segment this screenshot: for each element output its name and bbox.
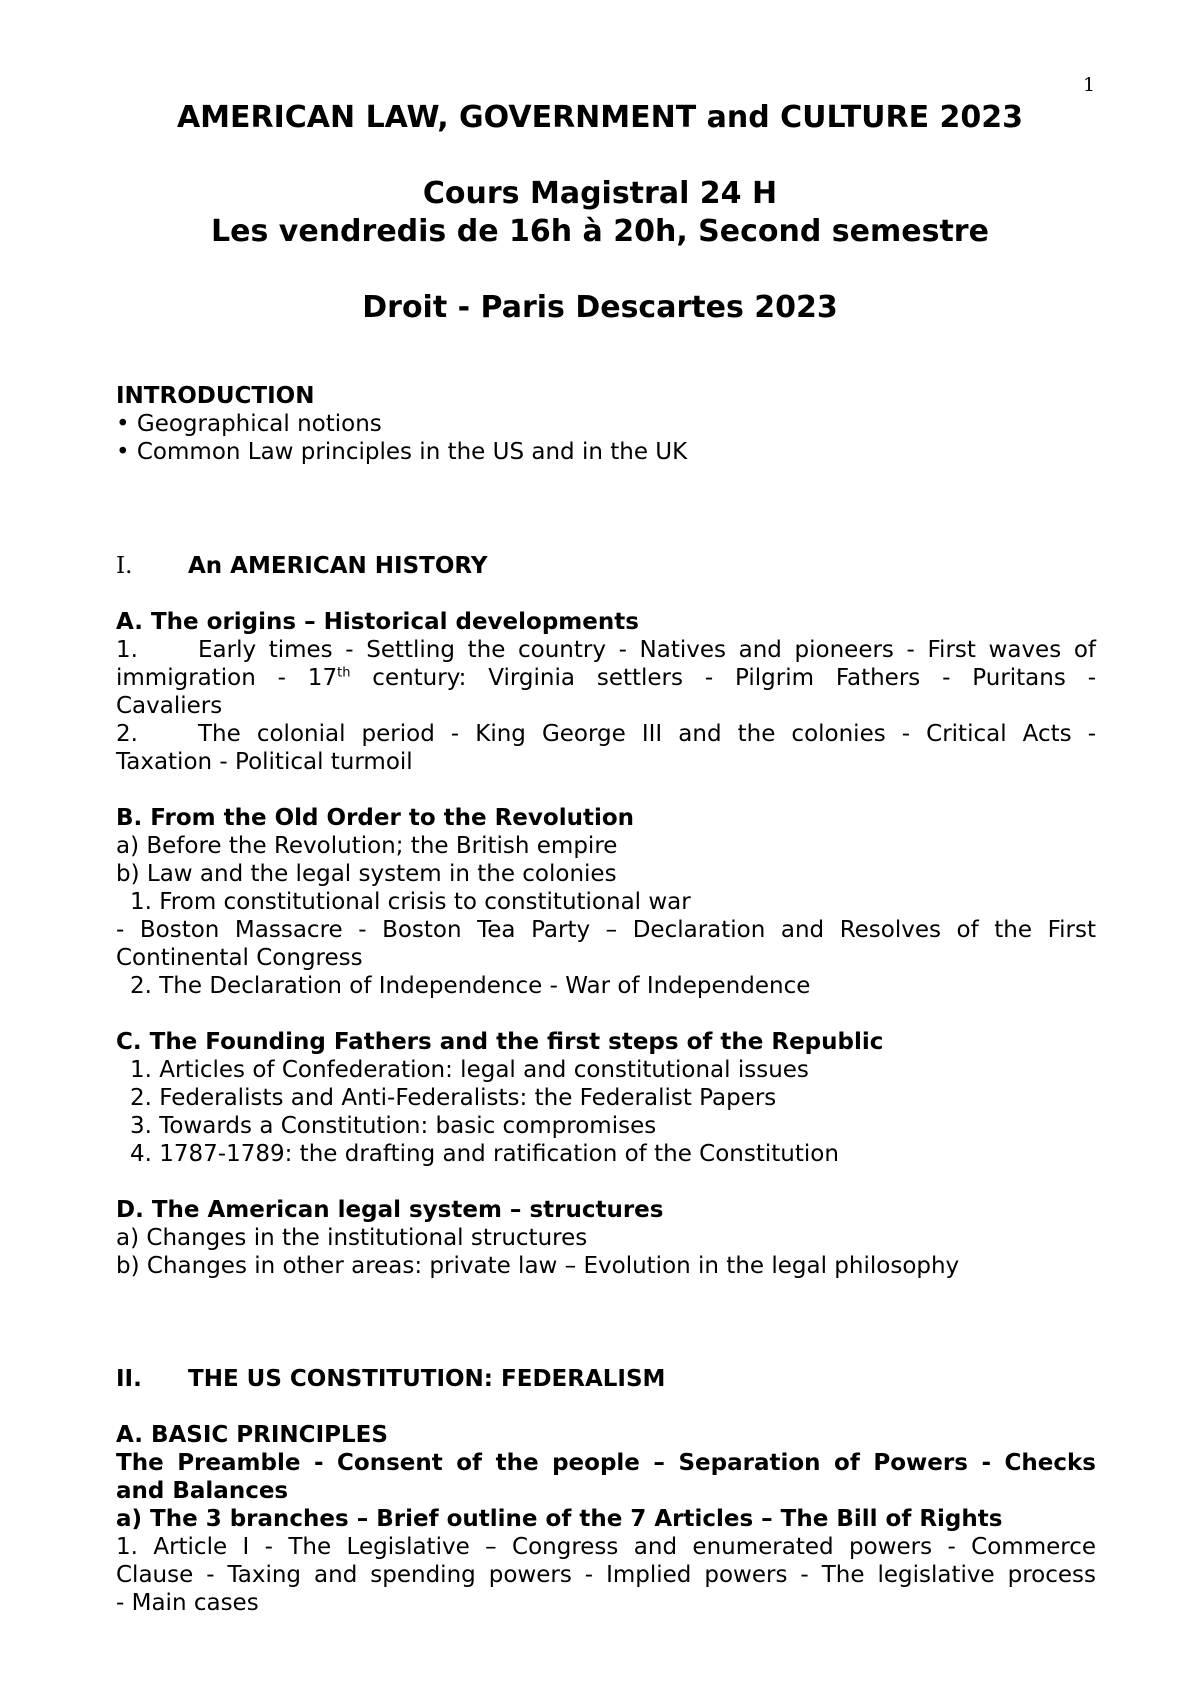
sub-heading: a) The 3 branches – Brief outline of the 7 Articles – The Bill of Rights bbox=[116, 1506, 1003, 1532]
sub-item-detail: Continental Congress bbox=[116, 945, 363, 971]
item-text: The colonial period - King George III and the colonies - Critical Acts - bbox=[198, 721, 1096, 747]
item-text: century: Virginia settlers - Pilgrim Fathers - Puritans - bbox=[350, 665, 1096, 691]
list-item: 4. 1787-1789: the drafting and ratification of the Constitution bbox=[130, 1141, 839, 1167]
sub-heading: The Preamble - Consent of the people – Separation of Powers - Checks bbox=[116, 1450, 1096, 1476]
sub-item-detail: - Boston Massacre - Boston Tea Party – Declaration and Resolves of the First bbox=[116, 917, 1096, 943]
section-heading: C. The Founding Fathers and the first steps of the Republic bbox=[116, 1029, 884, 1055]
list-item: a) Changes in the institutional structures bbox=[116, 1225, 588, 1251]
superscript: th bbox=[337, 665, 351, 681]
section-heading: A. The origins – Historical developments bbox=[116, 609, 639, 635]
list-item bbox=[116, 720, 1096, 748]
list-item: 3. Towards a Constitution: basic compromises bbox=[130, 1113, 657, 1139]
list-item: a) Before the Revolution; the British empire bbox=[116, 833, 618, 859]
list-item: b) Changes in other areas: private law – Evolution in the legal philosophy bbox=[116, 1253, 960, 1279]
faculty-line: Droit - Paris Descartes 2023 bbox=[362, 290, 838, 325]
document-title: AMERICAN LAW, GOVERNMENT and CULTURE 2023 bbox=[176, 100, 1024, 135]
section-heading: D. The American legal system – structures bbox=[116, 1197, 664, 1223]
list-item-continuation: Cavaliers bbox=[116, 693, 223, 719]
sub-heading: and Balances bbox=[116, 1478, 289, 1504]
intro-heading: INTRODUCTION bbox=[116, 383, 315, 409]
sub-item: 2. The Declaration of Independence - War of Independence bbox=[130, 973, 811, 999]
list-item: 2. Federalists and Anti-Federalists: the Federalist Papers bbox=[130, 1085, 777, 1111]
list-item: 1. Articles of Confederation: legal and constitutional issues bbox=[130, 1057, 809, 1083]
part-numeral: II. bbox=[116, 1366, 142, 1392]
part-heading bbox=[116, 552, 1096, 580]
list-item bbox=[116, 636, 1096, 664]
intro-bullet: • Common Law principles in the US and in the UK bbox=[116, 439, 688, 465]
list-item: b) Law and the legal system in the colonies bbox=[116, 861, 617, 887]
sub-item: 1. From constitutional crisis to constitutional war bbox=[130, 889, 691, 915]
part-title: An AMERICAN HISTORY bbox=[188, 553, 488, 579]
item-number: 2. bbox=[116, 721, 138, 747]
part-title: THE US CONSTITUTION: FEDERALISM bbox=[188, 1366, 666, 1392]
course-type: Cours Magistral 24 H bbox=[422, 176, 778, 211]
section-heading: A. BASIC PRINCIPLES bbox=[116, 1422, 388, 1448]
section-heading: B. From the Old Order to the Revolution bbox=[116, 805, 635, 831]
item-text: immigration - 17 bbox=[116, 665, 338, 691]
course-schedule: Les vendredis de 16h à 20h, Second semestre bbox=[211, 214, 989, 249]
item-number: 1. bbox=[116, 637, 138, 663]
page-number: 1 bbox=[1083, 74, 1096, 96]
list-item: 1. Article I - The Legislative – Congress and enumerated powers - Commerce bbox=[116, 1534, 1096, 1560]
list-item-continuation: - Main cases bbox=[116, 1590, 259, 1616]
item-text: Early times - Settling the country - Natives and pioneers - First waves of bbox=[198, 637, 1096, 663]
list-item-continuation: Taxation - Political turmoil bbox=[116, 749, 413, 775]
part-numeral: I. bbox=[116, 553, 133, 579]
list-item-continuation: Clause - Taxing and spending powers - Implied powers - The legislative process bbox=[116, 1562, 1096, 1588]
list-item-continuation bbox=[116, 664, 1096, 692]
part-heading bbox=[116, 1365, 1096, 1393]
intro-bullet: • Geographical notions bbox=[116, 411, 382, 437]
